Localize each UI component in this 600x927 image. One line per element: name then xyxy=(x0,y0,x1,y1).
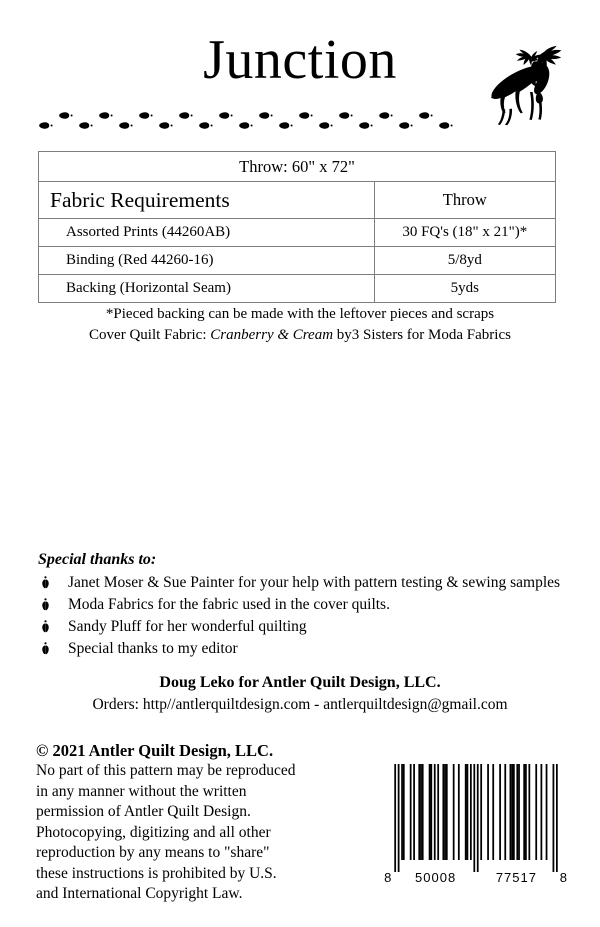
barcode xyxy=(381,760,571,882)
hoof-track-icon xyxy=(218,111,233,120)
list-item xyxy=(38,572,578,593)
list-item xyxy=(38,638,578,659)
hoof-track-bullet-icon xyxy=(38,620,68,633)
copyright-line: permission of Antler Quilt Design. xyxy=(36,803,251,820)
special-thanks-heading: Special thanks to: xyxy=(38,551,157,568)
copyright-line: in any manner without the written xyxy=(36,782,247,800)
hoof-track-icon xyxy=(198,121,213,130)
svg-text:8: 8 xyxy=(559,870,568,882)
copyright-line: and International Copyright Law. xyxy=(36,885,243,902)
hoof-track-bullet-icon xyxy=(38,576,68,589)
hoof-track-icon xyxy=(98,111,113,120)
hoof-track-icon xyxy=(278,121,293,130)
cover-fabric-note xyxy=(0,325,600,346)
fabric-requirements-title: Fabric Requirements xyxy=(39,182,375,219)
orders-contact-line: Orders: http//antlerquiltdesign.com - antlerquiltdesign@gmail.com xyxy=(92,696,508,713)
copyright-heading: © 2021 Antler Quilt Design, LLC. xyxy=(36,741,274,760)
hoof-track-icon xyxy=(158,121,173,130)
copyright-notice xyxy=(36,740,366,905)
moose-silhouette-icon xyxy=(482,32,586,128)
fabric-item-name: Backing (Horizontal Seam) xyxy=(39,275,375,303)
hoof-track-icon xyxy=(338,111,353,120)
fabric-item-quantity: 5/8yd xyxy=(374,247,555,275)
table-row-section-header xyxy=(39,182,556,219)
fabric-item-name: Assorted Prints (44260AB) xyxy=(39,219,375,247)
svg-text:77517: 77517 xyxy=(495,870,537,882)
designer-credit: Doug Leko for Antler Quilt Design, LLC. xyxy=(159,674,441,691)
svg-text:50008: 50008 xyxy=(415,870,457,882)
thanks-item-text: Janet Moser & Sue Painter for your help with pattern testing & sewing samples xyxy=(68,574,561,591)
table-row xyxy=(39,219,556,247)
hoof-track-icon xyxy=(438,121,453,130)
table-row xyxy=(39,247,556,275)
copyright-line: Photocopying, digitizing and all other xyxy=(36,823,271,841)
hoof-track-icon xyxy=(178,111,193,120)
cover-fabric-name: Cranberry & Cream xyxy=(210,327,334,343)
hoof-track-icon xyxy=(318,121,333,130)
column-header-throw: Throw xyxy=(374,182,555,219)
fabric-item-quantity: 5yds xyxy=(374,275,555,303)
backing-note: *Pieced backing can be made with the leftover pieces and scraps xyxy=(105,306,495,322)
thanks-item-text: Special thanks to my editor xyxy=(68,640,238,657)
hoof-track-icon xyxy=(118,121,133,130)
hoof-track-icon xyxy=(78,121,93,130)
hoof-track-icon xyxy=(378,111,393,120)
fabric-item-name: Binding (Red 44260-16) xyxy=(39,247,375,275)
cover-fabric-suffix: by3 Sisters for Moda Fabrics xyxy=(333,327,511,343)
table-row-size xyxy=(39,152,556,182)
hoof-track-icon xyxy=(398,121,413,130)
thanks-item-text: Sandy Pluff for her wonderful quilting xyxy=(68,618,307,635)
hoof-track-divider xyxy=(38,110,458,136)
list-item xyxy=(38,594,578,615)
quilt-size-header: Throw: 60" x 72" xyxy=(39,152,556,182)
hoof-track-bullet-icon xyxy=(38,642,68,655)
credits-section xyxy=(0,672,600,716)
hoof-track-icon xyxy=(238,121,253,130)
hoof-track-icon xyxy=(138,111,153,120)
copyright-line: No part of this pattern may be reproduced xyxy=(36,762,296,779)
fabric-item-quantity: 30 FQ's (18" x 21")* xyxy=(374,219,555,247)
hoof-track-icon xyxy=(358,121,373,130)
hoof-track-icon xyxy=(58,111,73,120)
svg-text:8: 8 xyxy=(384,870,393,882)
copyright-line: reproduction by any means to "share" xyxy=(36,844,270,861)
list-item xyxy=(38,616,578,637)
hoof-track-icon xyxy=(298,111,313,120)
table-row xyxy=(39,275,556,303)
table-notes xyxy=(0,304,600,346)
hoof-track-icon xyxy=(418,111,433,120)
copyright-line: these instructions is prohibited by U.S. xyxy=(36,864,277,882)
cover-fabric-prefix: Cover Quilt Fabric: xyxy=(89,327,211,343)
hoof-track-bullet-icon xyxy=(38,598,68,611)
special-thanks-section xyxy=(38,550,578,660)
page-title: Junction xyxy=(203,29,397,91)
barcode-bars-icon xyxy=(381,760,571,882)
hoof-track-icon xyxy=(38,121,53,130)
fabric-requirements-table xyxy=(38,151,556,303)
hoof-track-icon xyxy=(258,111,273,120)
thanks-item-text: Moda Fabrics for the fabric used in the cover quilts. xyxy=(68,596,390,613)
